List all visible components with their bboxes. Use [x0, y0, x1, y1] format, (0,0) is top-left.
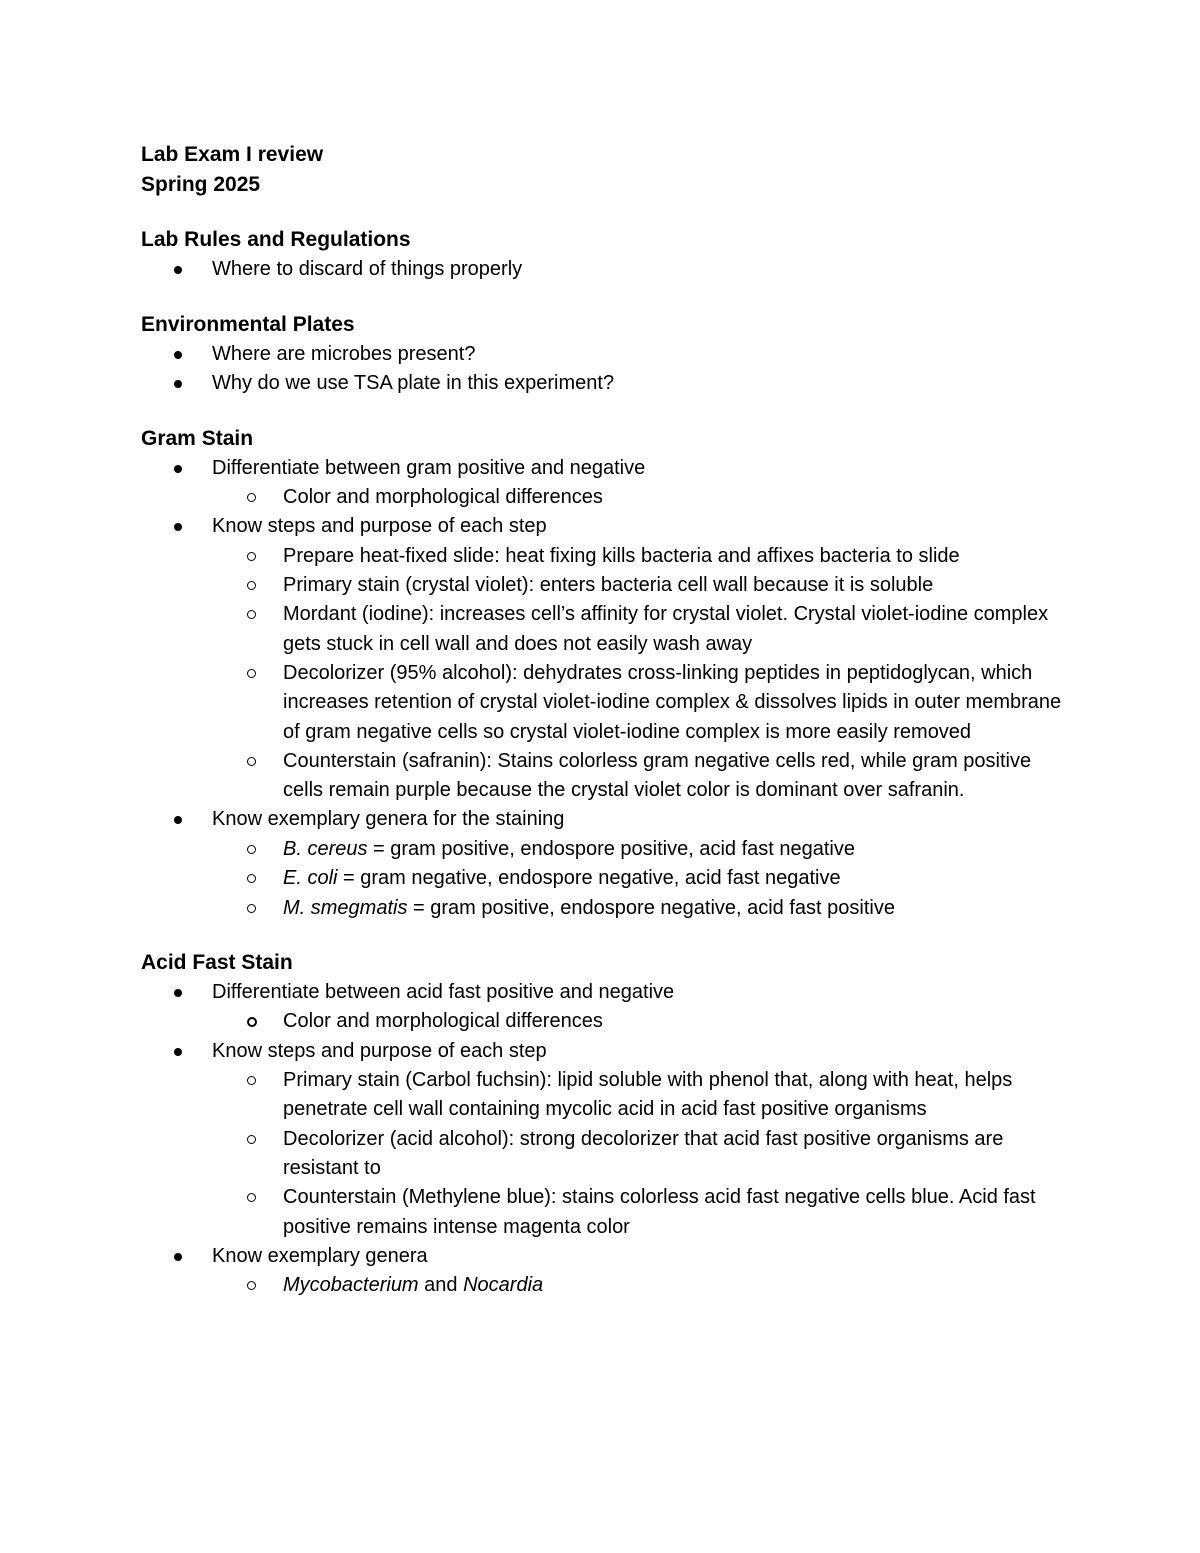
list-item-text: Where are microbes present?: [212, 342, 476, 365]
section-heading: Acid Fast Stain: [141, 950, 293, 974]
genus-name: Nocardia: [463, 1274, 544, 1297]
bullet-circle-icon: [247, 581, 256, 590]
sub-list-item-text: Primary stain (crystal violet): enters bacteria cell wall because it is soluble: [283, 574, 934, 597]
bullet-circle-icon: [247, 669, 256, 678]
sub-list-item-genus: [141, 894, 1071, 923]
sub-list-item: [141, 1125, 1071, 1184]
list-item-text: Know exemplary genera: [212, 1244, 428, 1267]
sub-list-item: [141, 571, 1071, 600]
sub-list-item: [141, 1183, 1071, 1242]
bullet-circle-icon: [247, 904, 256, 913]
sub-list-item: [141, 1066, 1071, 1125]
bullet-circle-icon: [247, 610, 256, 619]
sub-list-item-text: Decolorizer (95% alcohol): dehydrates cross-linking peptides in peptidoglycan, which increases retention of crystal violet-iodine complex & dissolves lipids in outer membrane of gram negative cells so crystal violet-iodine complex is more easily removed: [283, 661, 1062, 743]
list-item-text: Differentiate between gram positive and negative: [212, 456, 646, 479]
bullet-dot-icon: [174, 523, 182, 531]
bullet-circle-icon: [247, 1193, 256, 1202]
bullet-dot-icon: [174, 380, 182, 388]
genus-name: M. smegmatis: [283, 896, 408, 919]
bullet-dot-icon: [174, 351, 182, 359]
list-item: [141, 454, 1071, 484]
list-item: [141, 1037, 1071, 1067]
document-term: Spring 2025: [141, 173, 261, 196]
section-heading: Environmental Plates: [141, 312, 355, 336]
list-item-text: Where to discard of things properly: [212, 258, 523, 280]
bullet-dot-icon: [174, 266, 182, 274]
list-item: [141, 805, 1071, 835]
bullet-dot-icon: [174, 465, 182, 473]
bullet-circle-icon: [247, 757, 256, 766]
bullet-circle-icon: [247, 1017, 257, 1027]
sub-list-item-text: Prepare heat-fixed slide: heat fixing kills bacteria and affixes bacteria to slide: [283, 544, 960, 567]
list-item: [141, 978, 1071, 1008]
bullet-circle-icon: [247, 874, 256, 883]
sub-list-item: [141, 483, 1071, 512]
section-lab-rules: [141, 225, 1071, 285]
section-acid-fast-stain: [141, 948, 1071, 1301]
list-item-text: Know steps and purpose of each step: [212, 515, 547, 538]
list-item: [141, 340, 1071, 370]
sub-list-item-text: Mordant (iodine): increases cell’s affinity for crystal violet. Crystal violet-iodine complex gets stuck in cell wall and does not easily wash away: [283, 603, 1049, 655]
genus-joiner: and: [418, 1274, 464, 1297]
document-title: Lab Exam I review: [141, 143, 324, 166]
sub-list-item: [141, 542, 1071, 571]
sub-list-item-text: Color and morphological differences: [283, 486, 603, 508]
genus-description: = gram positive, endospore negative, acid fast positive: [407, 896, 895, 919]
list-item-text: Why do we use TSA plate in this experiment?: [212, 372, 615, 394]
bullet-circle-icon: [247, 1135, 256, 1144]
list-item: [141, 369, 1071, 399]
sub-list-item: [141, 747, 1071, 806]
sub-list-item: [141, 1007, 1071, 1036]
sub-list-item: [141, 659, 1071, 747]
section-environmental-plates: [141, 310, 1071, 399]
genus-description: = gram positive, endospore positive, acid fast negative: [367, 837, 855, 860]
sub-list-item-genus: [141, 1271, 1071, 1300]
sub-list-item-text: Counterstain (Methylene blue): stains colorless acid fast negative cells blue. Acid fast positive remains intense magenta color: [283, 1186, 1036, 1238]
document-body: [141, 140, 1071, 1301]
sub-list-item-text: Counterstain (safranin): Stains colorless gram negative cells red, while gram positive cells remain purple because the crystal violet color is dominant over safranin.: [283, 749, 1032, 802]
sub-list-item-text: Decolorizer (acid alcohol): strong decolorizer that acid fast positive organisms are resistant to: [283, 1127, 1004, 1180]
section-heading: Lab Rules and Regulations: [141, 228, 411, 251]
genus-description: = gram negative, endospore negative, acid fast negative: [337, 867, 841, 890]
bullet-dot-icon: [174, 1253, 182, 1261]
sub-list-item-genus: [141, 835, 1071, 864]
bullet-circle-icon: [247, 1076, 256, 1085]
bullet-circle-icon: [247, 845, 256, 854]
genus-name: E. coli: [283, 867, 338, 890]
sub-list-item-genus: [141, 864, 1071, 893]
bullet-circle-icon: [247, 552, 256, 561]
list-item-text: Differentiate between acid fast positive and negative: [212, 980, 675, 1003]
bullet-circle-icon: [247, 1281, 256, 1290]
genus-name: B. cereus: [283, 837, 368, 860]
genus-name: Mycobacterium: [283, 1274, 419, 1297]
sub-list-item: [141, 600, 1071, 659]
sub-list-item-text: Color and morphological differences: [283, 1010, 603, 1033]
list-item-text: Know steps and purpose of each step: [212, 1039, 547, 1062]
list-item-text: Know exemplary genera for the staining: [212, 808, 565, 831]
list-item: [141, 512, 1071, 542]
list-item: [141, 1242, 1071, 1272]
bullet-circle-icon: [247, 493, 256, 502]
sub-list-item-text: Primary stain (Carbol fuchsin): lipid soluble with phenol that, along with heat, helps penetrate cell wall containing mycolic acid in acid fast positive organisms: [283, 1069, 1013, 1121]
list-item: [141, 255, 1071, 285]
bullet-dot-icon: [174, 1048, 182, 1056]
section-heading: Gram Stain: [141, 426, 254, 450]
bullet-dot-icon: [174, 816, 182, 824]
section-gram-stain: [141, 424, 1071, 923]
bullet-dot-icon: [174, 989, 182, 997]
